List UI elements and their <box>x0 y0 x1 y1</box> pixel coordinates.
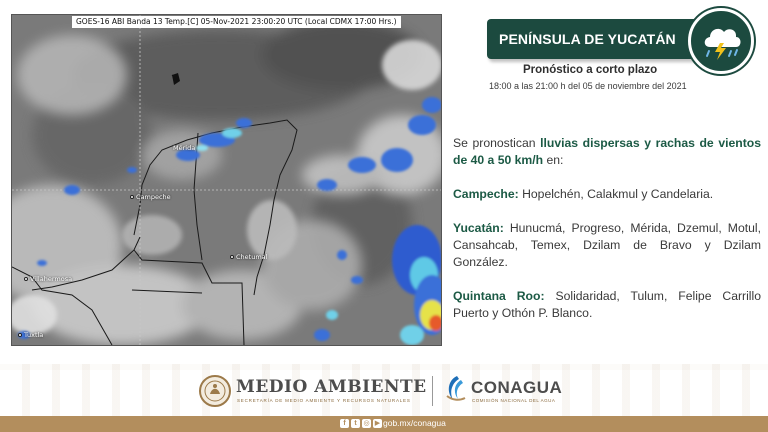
city-marker <box>18 333 22 337</box>
government-seal-icon <box>199 375 231 407</box>
storm-cloud-icon <box>688 8 754 74</box>
state-name: Yucatán: <box>453 221 504 235</box>
city-label-campeche: Campeche <box>130 193 171 201</box>
conagua-logo: CONAGUA <box>471 378 563 397</box>
forecast-intro: Se pronostican lluvias dispersas y rachas de vientos de 40 a 50 km/h en: <box>453 136 761 167</box>
city-label-chetumal: Chetumal <box>230 253 267 261</box>
satellite-map <box>11 14 442 346</box>
satellite-image <box>12 15 442 346</box>
medio-ambiente-subtitle: SECRETARÍA DE MEDIO AMBIENTE Y RECURSOS NATURALES <box>237 398 411 403</box>
medio-ambiente-logo: MEDIO AMBIENTE <box>236 377 427 397</box>
state-places: Solidaridad, Tulum, Felipe Carrillo Puerto y Othón P. Blanco. <box>453 289 762 320</box>
social-links <box>340 419 382 428</box>
website-link[interactable]: gob.mx/conagua <box>383 418 446 428</box>
conagua-subtitle: COMISIÓN NACIONAL DEL AGUA <box>472 398 556 403</box>
map-caption: GOES-16 ABI Banda 13 Temp.[C] 05-Nov-2021 23:00:20 UTC (Local CDMX 17:00 Hrs.) <box>72 16 401 28</box>
region-title: PENÍNSULA DE YUCATÁN <box>499 31 676 47</box>
forecast-type-title: Pronóstico a corto plazo <box>523 64 658 76</box>
city-label-tuxtla: Tuxtla <box>18 331 43 339</box>
forecast-highlight: lluvias dispersas y rachas de vientos de 40 a 50 km/h <box>453 136 761 167</box>
city-marker <box>130 195 134 199</box>
forecast-body <box>453 135 761 339</box>
brand-divider <box>432 376 433 406</box>
instagram-icon[interactable]: ◎ <box>363 420 370 427</box>
city-marker <box>230 255 234 259</box>
youtube-icon[interactable]: ▶ <box>374 420 381 427</box>
conagua-logo-icon <box>443 374 467 404</box>
city-marker <box>24 277 28 281</box>
forecast-date-range: 18:00 a las 21:00 h del 05 de noviembre del 2021 <box>489 81 687 91</box>
city-label-merida: Mérida <box>173 144 196 152</box>
state-places: Hopelchén, Calakmul y Candelaria. <box>518 187 714 201</box>
state-name: Campeche: <box>453 187 519 201</box>
state-name: Quintana Roo: <box>453 289 545 303</box>
forecast-state-quintana-roo <box>453 288 761 322</box>
forecast-state-campeche <box>453 186 761 203</box>
state-places: Hunucmá, Progreso, Mérida, Dzemul, Motul, Cansahcab, Temex, Dzilam de Bravo y Dzilam González. <box>453 221 761 269</box>
region-header <box>487 19 722 59</box>
forecast-state-yucatan <box>453 220 761 271</box>
city-label-villahermosa: Villahermosa <box>24 275 72 283</box>
twitter-icon[interactable]: t <box>351 419 360 428</box>
facebook-icon[interactable]: f <box>340 419 349 428</box>
